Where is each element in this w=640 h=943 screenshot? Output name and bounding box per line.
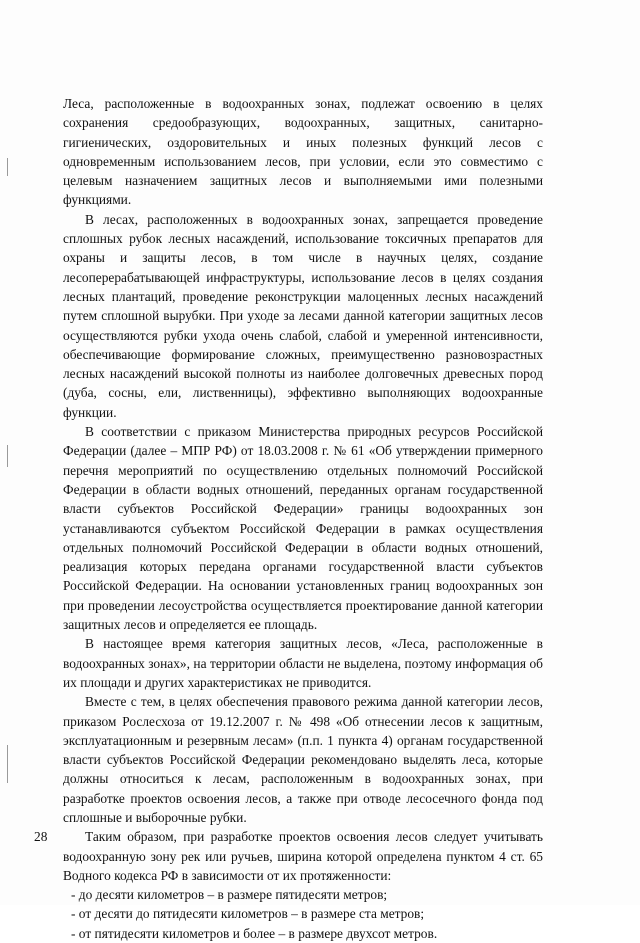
scan-artifact [7,158,8,176]
body-text [63,94,543,943]
list-item-2: - от десяти до пятидесяти километров – в размере ста метров; [71,906,425,922]
paragraph-5: Вместе с тем, в целях обеспечения правового режима данной категории лесов, приказом Рослесхоза от 19.12.2007 г. № 498 «Об отнесении лесов к защитным, эксплуатационным и резервным лесам» (п.п. 1 пункта 4) органам государственной власти субъектов Российской Федерации рекомендовано выделять леса, которые должны относиться к лесам, расположенным в водоохранных зонах, при разработке проектов освоения лесов, а также при отводе лесосечного фонда под сплошные и выборочные рубки. [63,694,543,825]
list-item-1: - до десяти километров – в размере пятидесяти метров; [71,887,388,903]
scan-artifact [7,445,8,467]
paragraph-6: Таким образом, при разработке проектов освоения лесов следует учитывать водоохранную зону рек или ручьев, ширина которой определена пунктом 4 ст. 65 Водного кодекса РФ в зависимости от их протяженности: [63,829,543,883]
paragraph-1: Леса, расположенные в водоохранных зонах, подлежат освоению в целях сохранения средообразующих, водоохранных, защитных, санитарно-гигиенических, оздоровительных и иных полезных функций лесов с одновременным использованием лесов, при условии, если это совместимо с целевым назначением защитных лесов и выполняемыми ими полезными функциями. [63,96,543,208]
scan-artifact [7,745,8,783]
paragraph-3: В соответствии с приказом Министерства природных ресурсов Российской Федерации (далее – МПР РФ) от 18.03.2008 г. № 61 «Об утверждении примерного перечня мероприятий по осуществлению отдельных полномочий Российской Федерации в области водных отношений, переданных органам государственной власти субъектов Российской Федерации» границы водоохранных зон устанавливаются субъектом Российской Федерации в рамках осуществления отдельных полномочий Российской Федерации в области водных отношений, реализация которых передана органами государственной власти субъектов Российской Федерации. На основании установленных границ водоохранных зон при проведении лесоустройства осуществляется проектирование данной категории защитных лесов и определяется ее площадь. [63,424,543,633]
paragraph-4: В настоящее время категория защитных лесов, «Леса, расположенные в водоохранных зонах», на территории области не выделена, поэтому информация об их площади и других характеристиках не приводится. [63,636,543,690]
list-item-3: - от пятидесяти километров и более – в размере двухсот метров. [71,925,438,941]
paragraph-2: В лесах, расположенных в водоохранных зонах, запрещается проведение сплошных рубок лесных насаждений, использование токсичных препаратов для охраны и защиты лесов, в том числе в научных целях, создание лесоперерабатывающей инфраструктуры, использование лесов в целях создания лесных плантаций, проведение реконструкции малоценных лесных насаждений путем сплошной вырубки. При уходе за лесами данной категории защитных лесов осуществляются рубки ухода очень слабой, слабой и умеренной интенсивности, обеспечивающие формирование сложных, преимущественно разновозрастных лесных насаждений высокой полноты из наиболее долговечных древесных пород (дуба, сосны, ели, лиственницы), эффективно выполняющих водоохранные функции. [63,211,543,420]
page-number: 28 [34,829,48,844]
